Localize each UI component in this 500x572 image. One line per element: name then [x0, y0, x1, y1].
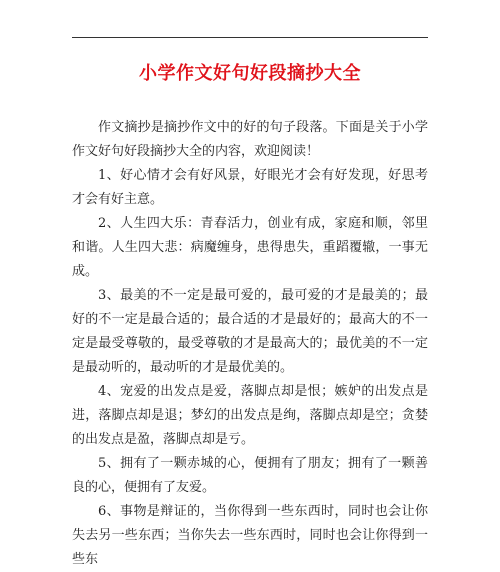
paragraph-5: 5、拥有了一颗赤城的心，便拥有了朋友；拥有了一颗善良的心，便拥有了友爱。: [72, 456, 428, 495]
top-divider: [72, 37, 428, 38]
paragraph-2: 2、人生四大乐：青春活力，创业有成，家庭和顺，邻里和谐。人生四大悲：病魔缠身，患得患失，重蹈覆辙，一事无成。: [72, 216, 428, 279]
intro-paragraph: 作文摘抄是摘抄作文中的好的句子段落。下面是关于小学作文好句好段摘抄大全的内容，欢迎阅读！: [72, 120, 428, 159]
paragraph-1: 1、好心情才会有好风景，好眼光才会有好发现，好思考才会有好主意。: [72, 168, 428, 207]
paragraph-4: 4、宠爱的出发点是爱，落脚点却是恨；嫉妒的出发点是进，落脚点却是退；梦幻的出发点是绚，落脚点却是空；贪婪的出发点是盈，落脚点却是亏。: [72, 384, 428, 447]
article-body: [72, 116, 428, 572]
paragraph-6: 6、事物是辩证的，当你得到一些东西时，同时也会让你失去另一些东西；当你失去一些东西时，同时也会让你得到一些东: [72, 504, 428, 567]
page-title: 小学作文好句好段摘抄大全: [139, 63, 361, 84]
paragraph-3: 3、最美的不一定是最可爱的，最可爱的才是最美的；最好的不一定是最合适的；最合适的才是最好的；最高大的不一定是最受尊敬的，最受尊敬的才是最高大的；最优美的不一定是最动听的，最动听的才是最优美的。: [72, 288, 428, 375]
